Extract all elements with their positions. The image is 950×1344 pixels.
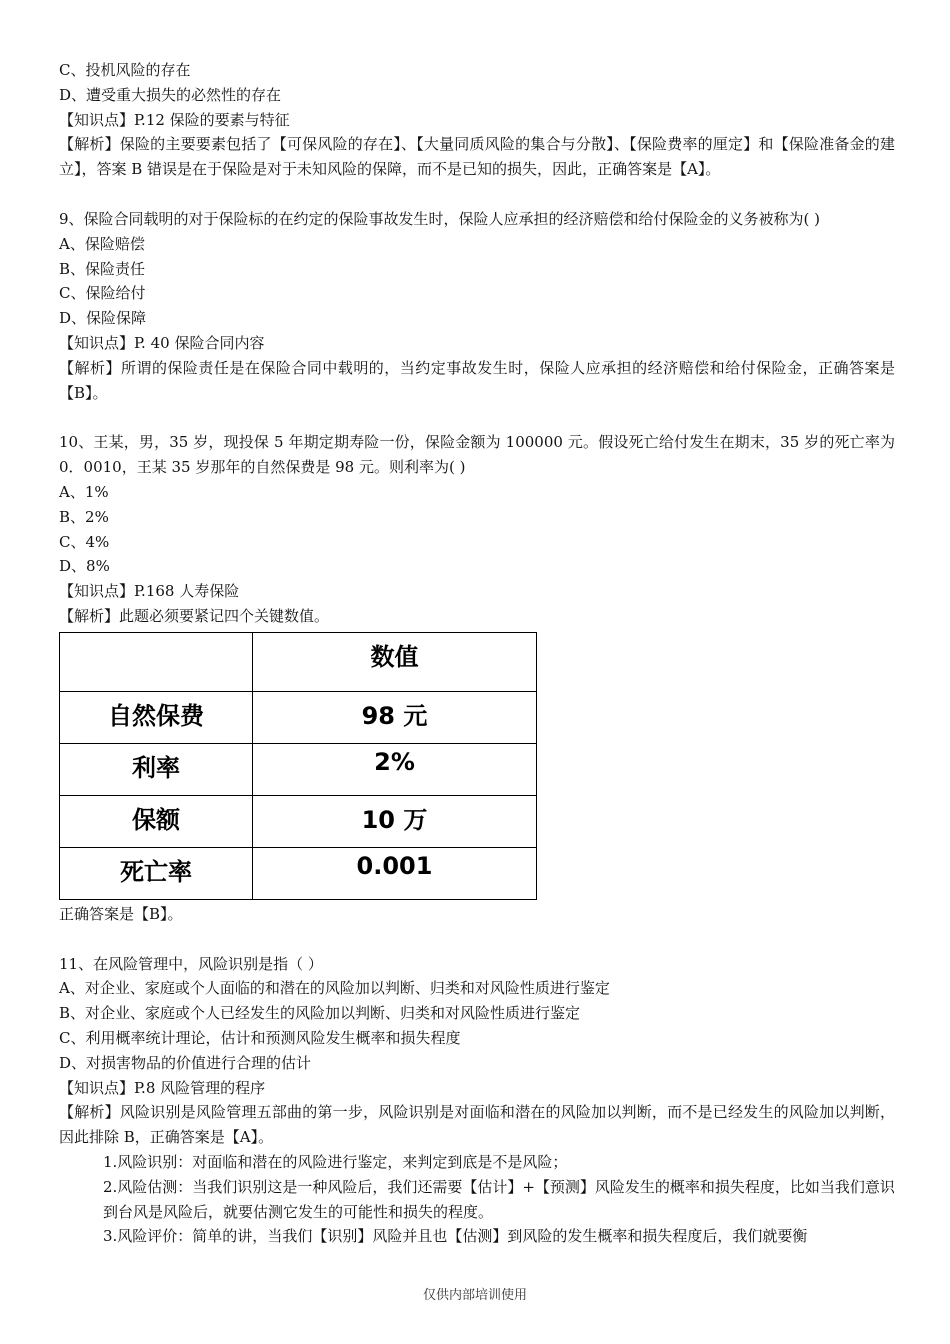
q10-knowledge-point: 【知识点】P.168 人寿保险 [59, 582, 240, 601]
document-body [59, 58, 895, 1249]
table-header-cell-empty [60, 632, 253, 691]
q11-step-3: 3.风险评价：简单的讲，当我们【识别】风险并且也【估测】到风险的发生概率和损失程度后，我们就要衡 [103, 1227, 808, 1246]
table-row-value: 2% [253, 743, 537, 795]
q10-analysis: 【解析】此题必须要紧记四个关键数值。 [59, 606, 330, 625]
q11-option-c: C、利用概率统计理论，估计和预测风险发生概率和损失程度 [59, 1028, 461, 1047]
q9-question: 9、保险合同载明的对于保险标的在约定的保险事故发生时，保险人应承担的经济赔偿和给付保险金的义务被称为( ) [59, 209, 821, 228]
table-row [60, 847, 537, 899]
question-10 [59, 430, 895, 926]
q10-answer: 正确答案是【B】。 [59, 904, 183, 923]
q9-option-b: B、保险责任 [59, 259, 146, 278]
table-row [60, 743, 537, 795]
table-row [60, 795, 537, 847]
spacer [59, 182, 895, 207]
table-row [60, 691, 537, 743]
q10-option-d: D、8% [59, 557, 110, 576]
question-9 [59, 207, 895, 405]
q9-option-c: C、保险给付 [59, 284, 146, 303]
q10-option-a: A、1% [59, 482, 109, 501]
table-row-value: 0.001 [253, 847, 537, 899]
q11-option-b: B、对企业、家庭或个人已经发生的风险加以判断、归类和对风险性质进行鉴定 [59, 1004, 581, 1023]
spacer [59, 927, 895, 952]
q11-question: 11、在风险管理中，风险识别是指（ ） [59, 954, 323, 973]
page-footer: 仅供内部培训使用 [422, 1288, 527, 1303]
q9-analysis: 【解析】所谓的保险责任是在保险合同中载明的，当约定事故发生时，保险人应承担的经济赔偿和给付保险金，正确答案是【B】。 [59, 358, 895, 402]
table-header-row [60, 632, 537, 691]
table-row-label: 自然保费 [60, 691, 253, 743]
table-header-cell-value: 数值 [253, 632, 537, 691]
q11-option-a: A、对企业、家庭或个人面临的和潜在的风险加以判断、归类和对风险性质进行鉴定 [59, 979, 610, 998]
q8-analysis: 【解析】保险的主要要素包括了【可保风险的存在】、【大量同质风险的集合与分散】、【保险费率的厘定】和【保险准备金的建立】，答案 B 错误是在于保险是对于未知风险的保障，而不是已知的损失，因此，正确答案是【A】。 [59, 135, 895, 179]
table-row-value: 10 万 [253, 795, 537, 847]
key-values-table [59, 632, 537, 900]
question-8-tail [59, 58, 895, 182]
q8-option-d: D、遭受重大损失的必然性的存在 [59, 85, 282, 104]
q9-knowledge-point: 【知识点】P. 40 保险合同内容 [59, 333, 265, 352]
q11-step-2: 2.风险估测：当我们识别这是一种风险后，我们还需要【估计】+【预测】风险发生的概率和损失程度，比如当我们意识到台风是风险后，就要估测它发生的可能性和损失的程度。 [103, 1177, 895, 1221]
q9-option-a: A、保险赔偿 [59, 234, 145, 253]
table-row-label: 死亡率 [60, 847, 253, 899]
q11-option-d: D、对损害物品的价值进行合理的估计 [59, 1053, 312, 1072]
question-11 [59, 952, 895, 1250]
q9-option-d: D、保险保障 [59, 309, 147, 328]
q11-step-1: 1.风险识别：对面临和潜在的风险进行鉴定，来判定到底是不是风险； [103, 1152, 568, 1171]
q10-option-b: B、2% [59, 507, 109, 526]
q10-option-c: C、4% [59, 532, 110, 551]
table-row-value: 98 元 [253, 691, 537, 743]
q8-option-c: C、投机风险的存在 [59, 61, 191, 79]
q10-question: 10、王某，男，35 岁，现投保 5 年期定期寿险一份，保险金额为 100000 元。假设死亡给付发生在期末，35 岁的死亡率为 0．0010，王某 35 岁那年的自然保费是 98 元。则利率为( ) [59, 433, 895, 477]
spacer [59, 405, 895, 430]
q11-analysis: 【解析】风险识别是风险管理五部曲的第一步，风险识别是对面临和潜在的风险加以判断，而不是已经发生的风险加以判断，因此排除 B，正确答案是【A】。 [59, 1103, 895, 1147]
q8-knowledge-point: 【知识点】P.12 保险的要素与特征 [59, 110, 290, 129]
table-row-label: 利率 [60, 743, 253, 795]
q11-knowledge-point: 【知识点】P.8 风险管理的程序 [59, 1078, 266, 1097]
table-row-label: 保额 [60, 795, 253, 847]
